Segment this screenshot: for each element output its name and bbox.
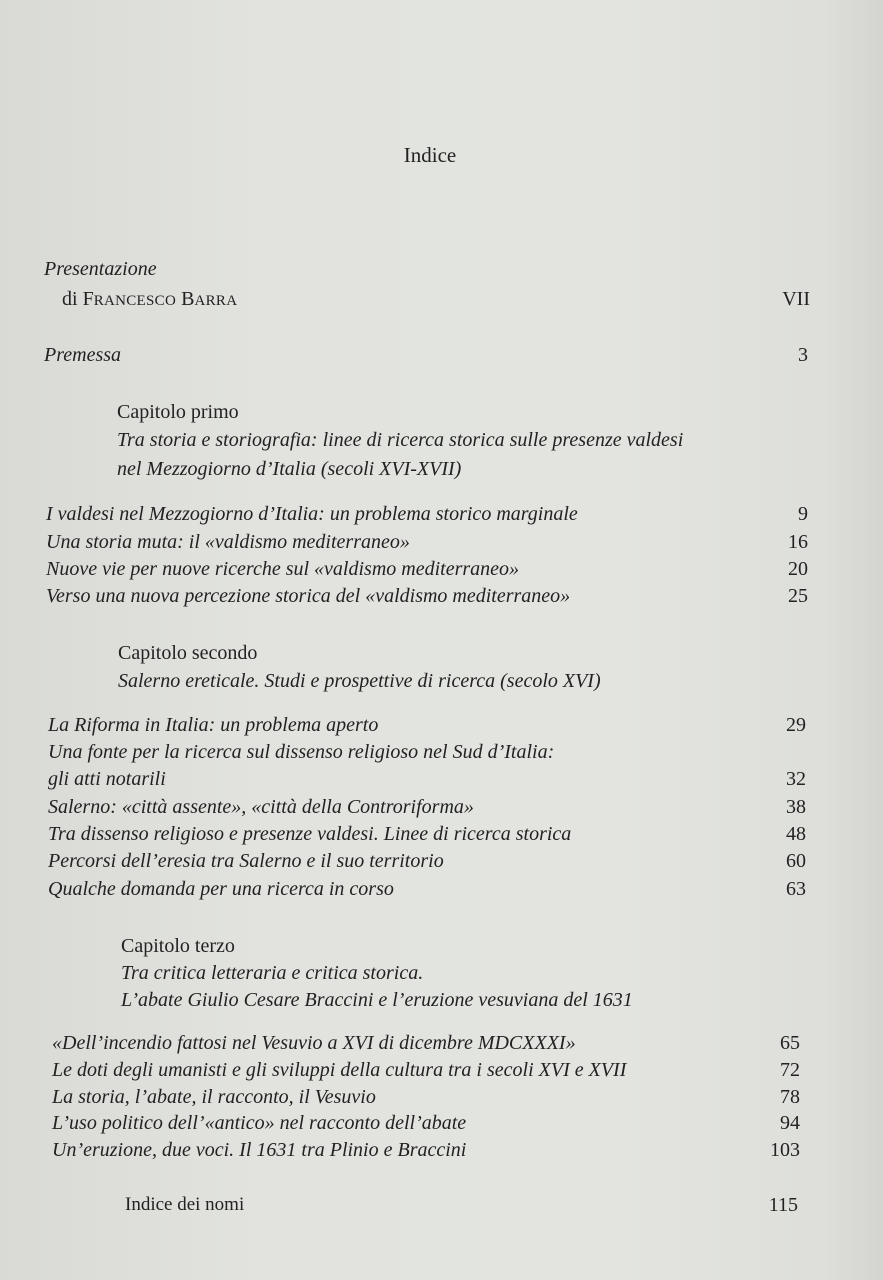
toc-page: 48 (786, 823, 806, 845)
toc-page: 63 (786, 878, 806, 900)
author-last-rest: ARRA (194, 293, 238, 309)
toc-page: 9 (798, 503, 808, 525)
toc-page: 65 (780, 1032, 800, 1054)
toc-entry: Tra dissenso religioso e presenze valdesi. Linee di ricerca storica (48, 823, 572, 845)
chapter3-subtitle-2: L’abate Giulio Cesare Braccini e l’eruzione vesuviana del 1631 (121, 989, 633, 1011)
chapter3-subtitle-1: Tra critica letteraria e critica storica. (121, 962, 424, 984)
author-prefix: di (62, 288, 83, 310)
toc-entry: Salerno: «città assente», «città della Controriforma» (48, 796, 474, 818)
toc-page: 72 (780, 1059, 800, 1081)
chapter1-subtitle-2: nel Mezzogiorno d’Italia (secoli XVI-XVII) (117, 458, 462, 480)
chapter3-heading: Capitolo terzo (121, 935, 235, 957)
chapter2-subtitle-1: Salerno ereticale. Studi e prospettive di ricerca (secolo XVI) (118, 670, 601, 692)
author-first-rest: RANCESCO (93, 293, 177, 309)
toc-entry: I valdesi nel Mezzogiorno d’Italia: un problema storico marginale (46, 503, 578, 525)
presentazione-page: VII (782, 288, 810, 310)
premessa-page: 3 (798, 344, 808, 366)
chapter1-subtitle-1: Tra storia e storiografia: linee di ricerca storica sulle presenze valdesi (117, 429, 684, 451)
toc-page: 103 (770, 1139, 800, 1161)
author-first-initial: F (82, 288, 94, 310)
toc-entry: Verso una nuova percezione storica del «valdismo mediterraneo» (46, 585, 571, 607)
toc-entry: L’uso politico dell’«antico» nel racconto dell’abate (52, 1112, 467, 1134)
chapter2-heading: Capitolo secondo (118, 642, 258, 664)
toc-page: 16 (788, 531, 808, 553)
premessa-label: Premessa (44, 344, 122, 366)
indice-nomi-page: 115 (768, 1194, 798, 1216)
page-title: Indice (403, 143, 457, 167)
toc-page: 29 (786, 714, 806, 736)
toc-entry: Una storia muta: il «valdismo mediterraneo» (46, 531, 410, 553)
toc-entry: Qualche domanda per una ricerca in corso (48, 878, 394, 900)
toc-entry: Percorsi dell’eresia tra Salerno e il suo territorio (48, 850, 444, 872)
toc-entry: Le doti degli umanisti e gli sviluppi della cultura tra i secoli XVI e XVII (52, 1059, 627, 1081)
toc-page: 60 (786, 850, 806, 872)
toc-entry: La Riforma in Italia: un problema aperto (48, 714, 379, 736)
toc-page: 25 (788, 585, 808, 607)
indice-nomi-label: Indice dei nomi (125, 1194, 245, 1215)
toc-entry: «Dell’incendio fattosi nel Vesuvio a XVI di dicembre MDCXXXI» (52, 1032, 576, 1054)
author-last-initial: B (181, 288, 195, 310)
toc-entry: Nuove vie per nuove ricerche sul «valdismo mediterraneo» (46, 558, 520, 580)
presentazione-label: Presentazione (44, 258, 157, 280)
toc-page: 38 (786, 796, 806, 818)
chapter1-heading: Capitolo primo (117, 401, 239, 423)
page-edge-shadow (823, 0, 883, 1280)
toc-page: 32 (786, 768, 806, 790)
toc-entry: La storia, l’abate, il racconto, il Vesuvio (52, 1086, 376, 1108)
toc-page: 94 (780, 1112, 800, 1134)
toc-page: 20 (788, 558, 808, 580)
presentazione-author (62, 287, 237, 313)
toc-entry: gli atti notarili (48, 768, 166, 790)
toc-entry: Un’eruzione, due voci. Il 1631 tra Plinio e Braccini (52, 1139, 467, 1161)
toc-page: 78 (780, 1086, 800, 1108)
toc-entry: Una fonte per la ricerca sul dissenso religioso nel Sud d’Italia: (48, 741, 555, 763)
